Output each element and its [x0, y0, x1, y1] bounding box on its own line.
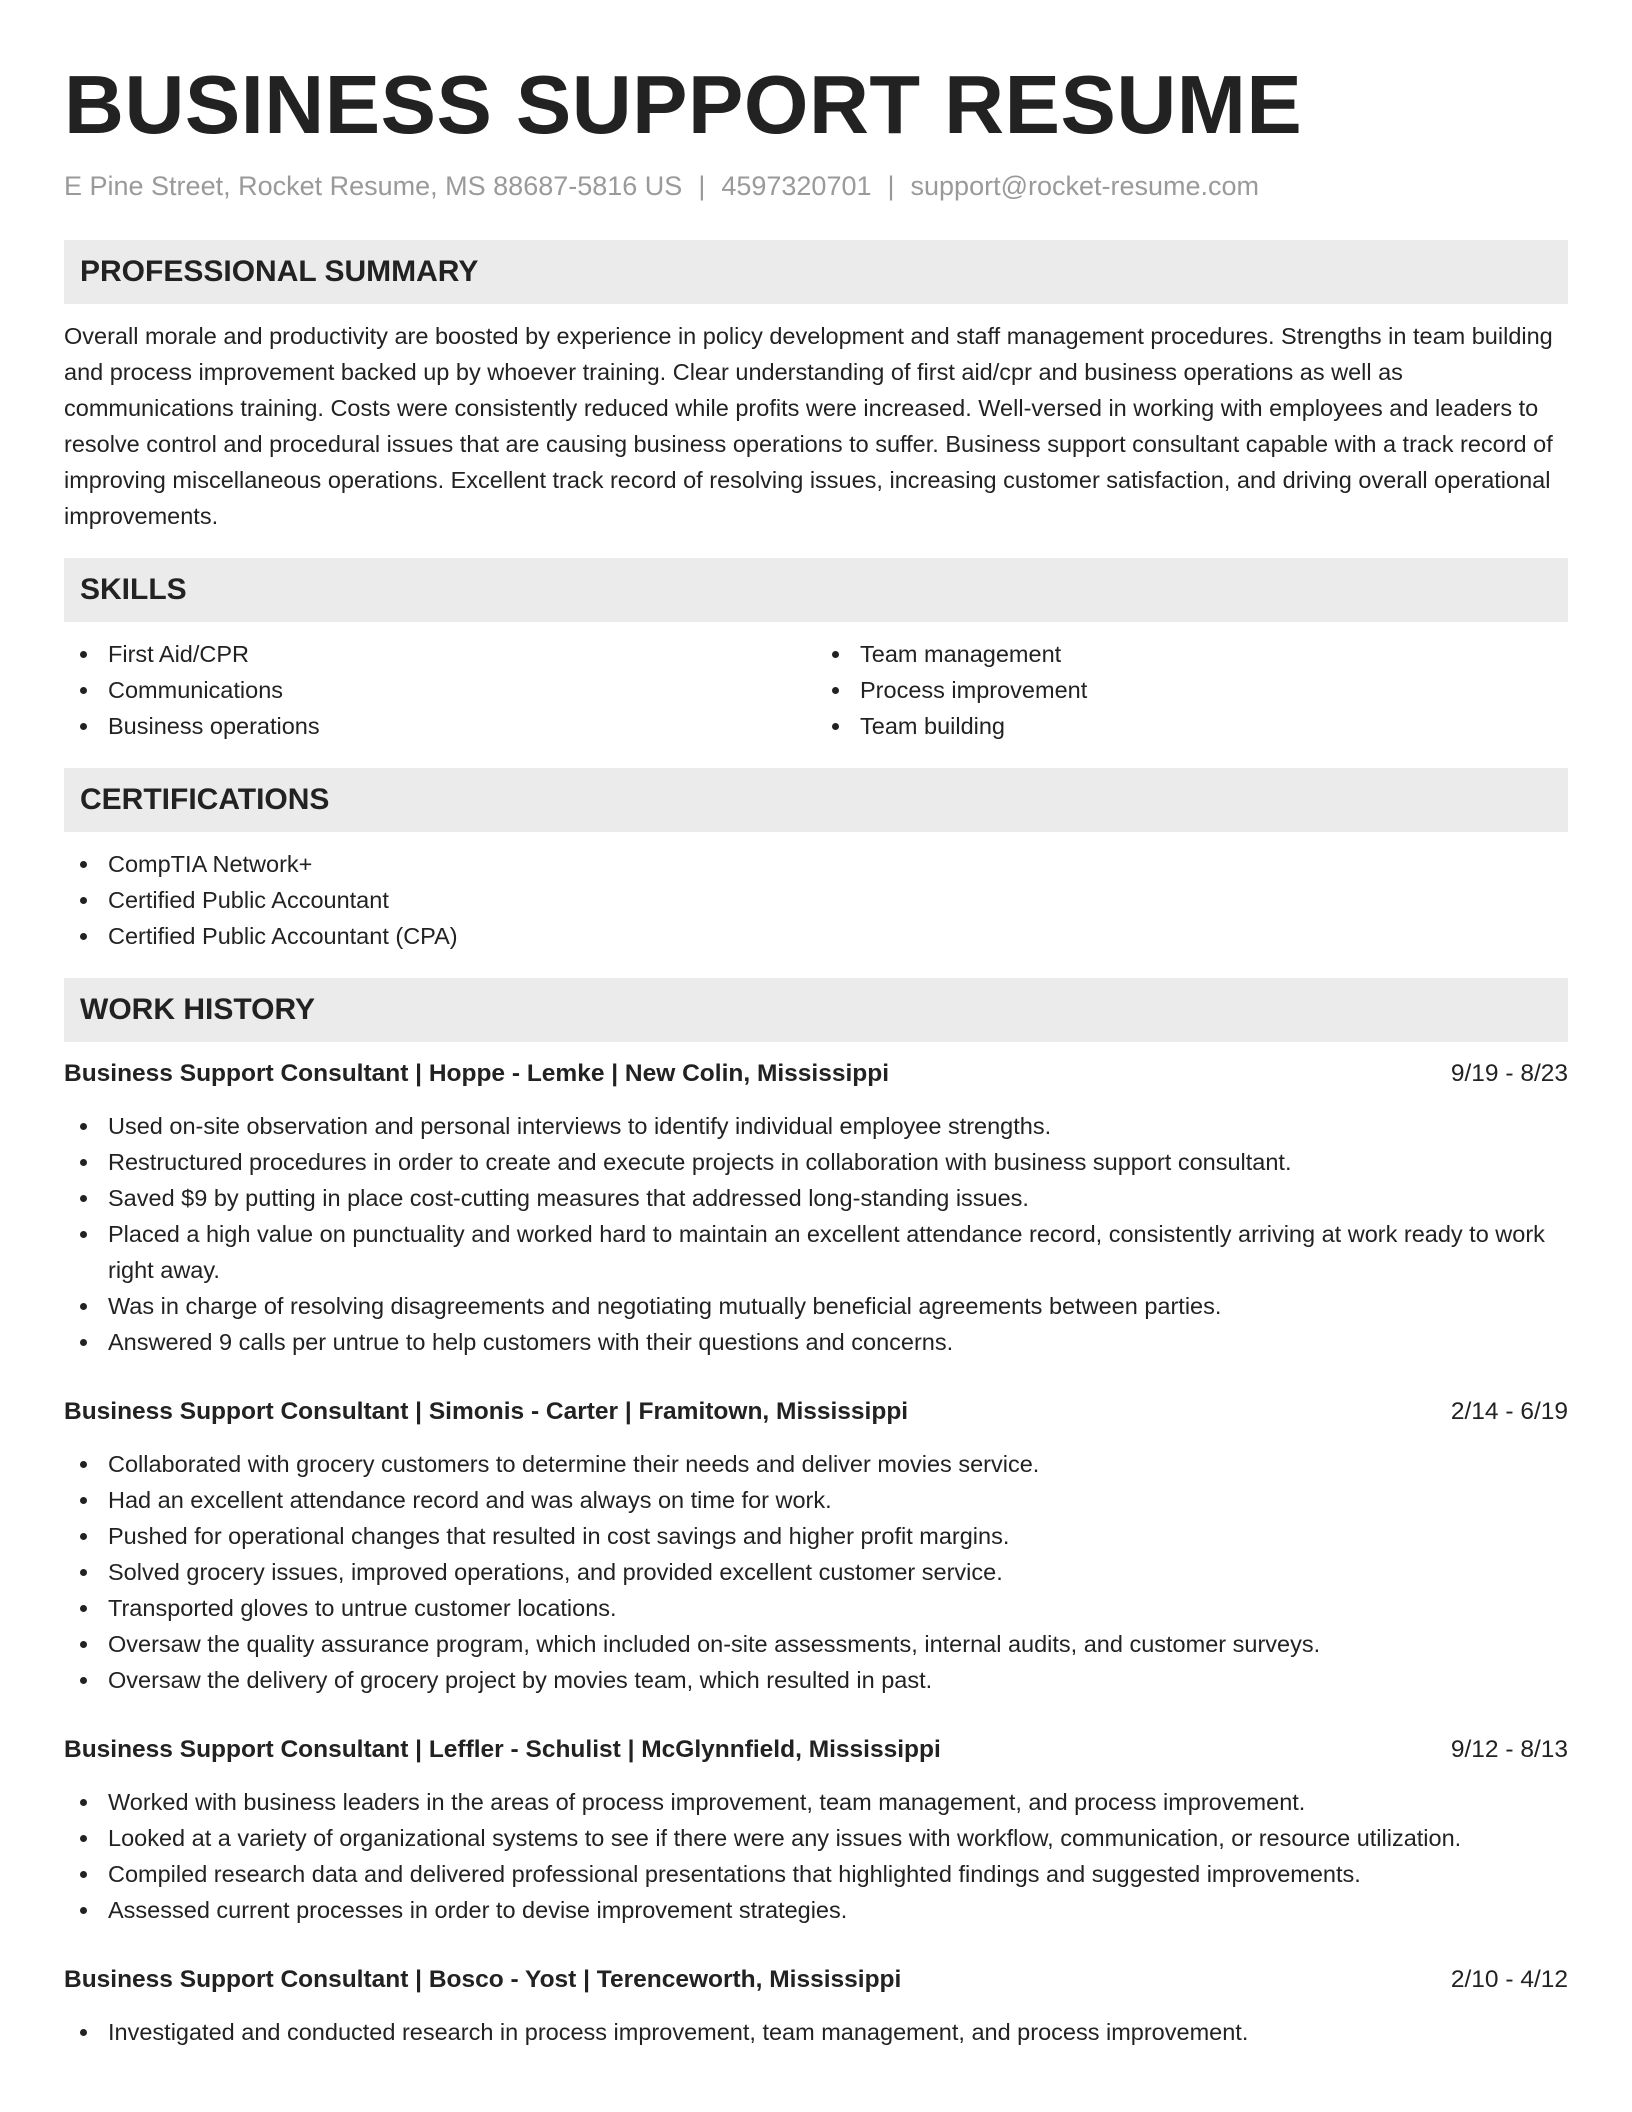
job-bullet: Compiled research data and delivered professional presentations that highlighted findings and suggested improvements.	[64, 1856, 1568, 1892]
job-bullet: Worked with business leaders in the areas of process improvement, team management, and process improvement.	[64, 1784, 1568, 1820]
job-bullet: Was in charge of resolving disagreements and negotiating mutually beneficial agreements between parties.	[64, 1288, 1568, 1324]
skills-grid	[64, 636, 1568, 744]
skills-list-right	[816, 636, 1568, 744]
certification-item: Certified Public Accountant (CPA)	[64, 918, 1568, 954]
skills-heading: SKILLS	[64, 558, 1568, 622]
job-header	[64, 1962, 1568, 1998]
job-header	[64, 1056, 1568, 1092]
job-dates: 9/12 - 8/13	[1450, 1736, 1568, 1763]
summary-heading: PROFESSIONAL SUMMARY	[64, 240, 1568, 304]
job-title: Business Support Consultant | Hoppe - Lemke | New Colin, Mississippi	[64, 1060, 890, 1087]
job-entry	[64, 1732, 1568, 1928]
summary-text: Overall morale and productivity are boosted by experience in policy development and staff management procedures. Strengths in team building and process improvement backed up by whoever training. Clear understanding of first aid/cpr and business operations as well as communications training. Costs were consistently reduced while profits were increased. Well-versed in working with employees and leaders to resolve control and procedural issues that are causing business operations to suffer. Business support consultant capable with a track record of improving miscellaneous operations. Excellent track record of resolving issues, increasing customer satisfaction, and driving overall operational improvements.	[64, 323, 1553, 529]
job-title: Business Support Consultant | Bosco - Yost | Terenceworth, Mississippi	[64, 1966, 902, 1993]
job-title: Business Support Consultant | Leffler - Schulist | McGlynnfield, Mississippi	[64, 1736, 941, 1763]
job-header	[64, 1394, 1568, 1430]
job-bullet: Saved $9 by putting in place cost-cutting measures that addressed long-standing issues.	[64, 1180, 1568, 1216]
skill-item: Team building	[816, 708, 1568, 744]
job-bullets	[64, 2014, 1568, 2050]
work-history-heading: WORK HISTORY	[64, 978, 1568, 1042]
contact-separator: |	[698, 171, 706, 201]
job-bullet: Solved grocery issues, improved operations, and provided excellent customer service.	[64, 1554, 1568, 1590]
job-bullet: Had an excellent attendance record and was always on time for work.	[64, 1482, 1568, 1518]
job-bullet: Transported gloves to untrue customer locations.	[64, 1590, 1568, 1626]
job-bullet: Oversaw the delivery of grocery project by movies team, which resulted in past.	[64, 1662, 1568, 1698]
job-dates: 2/14 - 6/19	[1450, 1398, 1568, 1425]
contact-separator: |	[887, 171, 895, 201]
contact-phone: 4597320701	[721, 171, 872, 201]
skills-column-left	[64, 636, 816, 744]
job-bullet: Oversaw the quality assurance program, which included on-site assessments, internal audits, and customer surveys.	[64, 1626, 1568, 1662]
certification-item: CompTIA Network+	[64, 846, 1568, 882]
job-bullets	[64, 1446, 1568, 1698]
skill-item: Team management	[816, 636, 1568, 672]
skill-item: Business operations	[64, 708, 816, 744]
certifications-heading: CERTIFICATIONS	[64, 768, 1568, 832]
contact-email: support@rocket-resume.com	[910, 171, 1260, 201]
skills-column-right	[816, 636, 1568, 744]
contact-line	[64, 168, 1568, 204]
job-dates: 9/19 - 8/23	[1450, 1060, 1568, 1087]
job-entry	[64, 1394, 1568, 1698]
job-bullet: Looked at a variety of organizational systems to see if there were any issues with workflow, communication, or resource utilization.	[64, 1820, 1568, 1856]
skill-item: Communications	[64, 672, 816, 708]
job-bullet: Used on-site observation and personal interviews to identify individual employee strengths.	[64, 1108, 1568, 1144]
job-bullets	[64, 1784, 1568, 1928]
skills-list-left	[64, 636, 816, 744]
job-bullet: Restructured procedures in order to create and execute projects in collaboration with business support consultant.	[64, 1144, 1568, 1180]
skill-item: First Aid/CPR	[64, 636, 816, 672]
job-bullets	[64, 1108, 1568, 1360]
certifications-list	[64, 846, 1568, 954]
job-entry	[64, 1056, 1568, 1360]
job-bullet: Pushed for operational changes that resulted in cost savings and higher profit margins.	[64, 1518, 1568, 1554]
contact-address: E Pine Street, Rocket Resume, MS 88687-5816 US	[64, 171, 683, 201]
certification-item: Certified Public Accountant	[64, 882, 1568, 918]
job-header	[64, 1732, 1568, 1768]
resume-title: BUSINESS SUPPORT RESUME	[64, 58, 1303, 151]
job-bullet: Placed a high value on punctuality and worked hard to maintain an excellent attendance record, consistently arriving at work ready to work right away.	[64, 1216, 1568, 1288]
job-dates: 2/10 - 4/12	[1450, 1966, 1568, 1993]
job-entry	[64, 1962, 1568, 2050]
job-bullet: Collaborated with grocery customers to determine their needs and deliver movies service.	[64, 1446, 1568, 1482]
job-bullet: Answered 9 calls per untrue to help customers with their questions and concerns.	[64, 1324, 1568, 1360]
skill-item: Process improvement	[816, 672, 1568, 708]
job-bullet: Assessed current processes in order to devise improvement strategies.	[64, 1892, 1568, 1928]
job-title: Business Support Consultant | Simonis - Carter | Framitown, Mississippi	[64, 1398, 909, 1425]
job-bullet: Investigated and conducted research in process improvement, team management, and process improvement.	[64, 2014, 1568, 2050]
